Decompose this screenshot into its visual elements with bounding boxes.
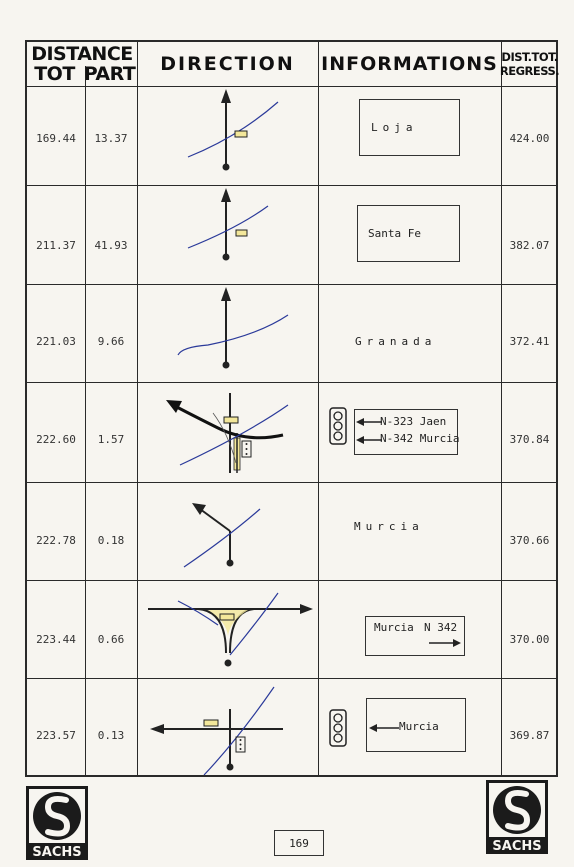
direction-diagram [138,87,318,185]
regress-distance: 369.87 [509,729,550,742]
total-distance: 222.60 [36,433,76,446]
direction-diagram [138,483,318,580]
info-text: Santa Fe [368,227,421,240]
direction-diagram [138,383,318,482]
info-text: Granada [355,335,437,348]
info-text: N-323 Jaen [380,415,447,428]
total-distance: 169.44 [36,132,76,145]
header-distance-label: DISTANCE [31,43,133,65]
partial-distance: 1.57 [97,433,125,446]
regress-distance: 370.66 [509,534,550,547]
table-row [27,483,558,580]
table-row [27,87,558,185]
regress-distance: 424.00 [509,132,550,145]
table-row [27,186,558,284]
left-arrow-icon [367,721,401,735]
total-distance: 211.37 [36,239,76,252]
partial-distance: 0.66 [97,633,125,646]
table-row [27,285,558,382]
info-text: Murcia [374,621,414,634]
header-dist-tot: DIST.TOT. [501,50,558,64]
partial-distance: 0.18 [97,534,125,547]
direction-diagram [138,186,318,284]
logo-text: SACHS [492,839,542,854]
direction-diagram [138,679,318,777]
header-tot: TOT [34,63,75,85]
total-distance: 221.03 [36,335,76,348]
table-row [27,679,558,777]
right-arrow-icon [427,636,463,650]
sachs-logo [486,780,548,854]
partial-distance: 41.93 [94,239,128,252]
sachs-logo [26,786,88,860]
info-text: N-342 Murcia [380,432,460,445]
total-distance: 223.57 [36,729,76,742]
direction-diagram [138,581,318,678]
info-text: Murcia [354,520,424,533]
header-distance [27,42,137,86]
page-number: 169 [274,830,324,856]
roadbook-table [25,40,558,777]
header-part: PART [83,63,136,85]
regress-distance: 370.84 [509,433,550,446]
traffic-light-icon [329,407,347,445]
regress-distance: 382.07 [509,239,550,252]
partial-distance: 9.66 [97,335,125,348]
header-informations: INFORMATIONS [321,53,498,75]
table-row [27,383,558,482]
info-text: Murcia [399,720,439,733]
header-direction: DIRECTION [160,53,295,75]
partial-distance: 0.13 [97,729,125,742]
logo-text: SACHS [32,845,82,860]
header-regress [501,42,558,86]
regress-distance: 370.00 [509,633,550,646]
total-distance: 222.78 [36,534,76,547]
total-distance: 223.44 [36,633,76,646]
table-row [27,581,558,678]
traffic-light-icon [329,709,347,747]
partial-distance: 13.37 [94,132,128,145]
direction-diagram [138,285,318,382]
header-regress-label: REGRESS. [499,64,560,78]
info-text: N 342 [424,621,458,634]
info-text: Loja [371,121,418,134]
regress-distance: 372.41 [509,335,550,348]
